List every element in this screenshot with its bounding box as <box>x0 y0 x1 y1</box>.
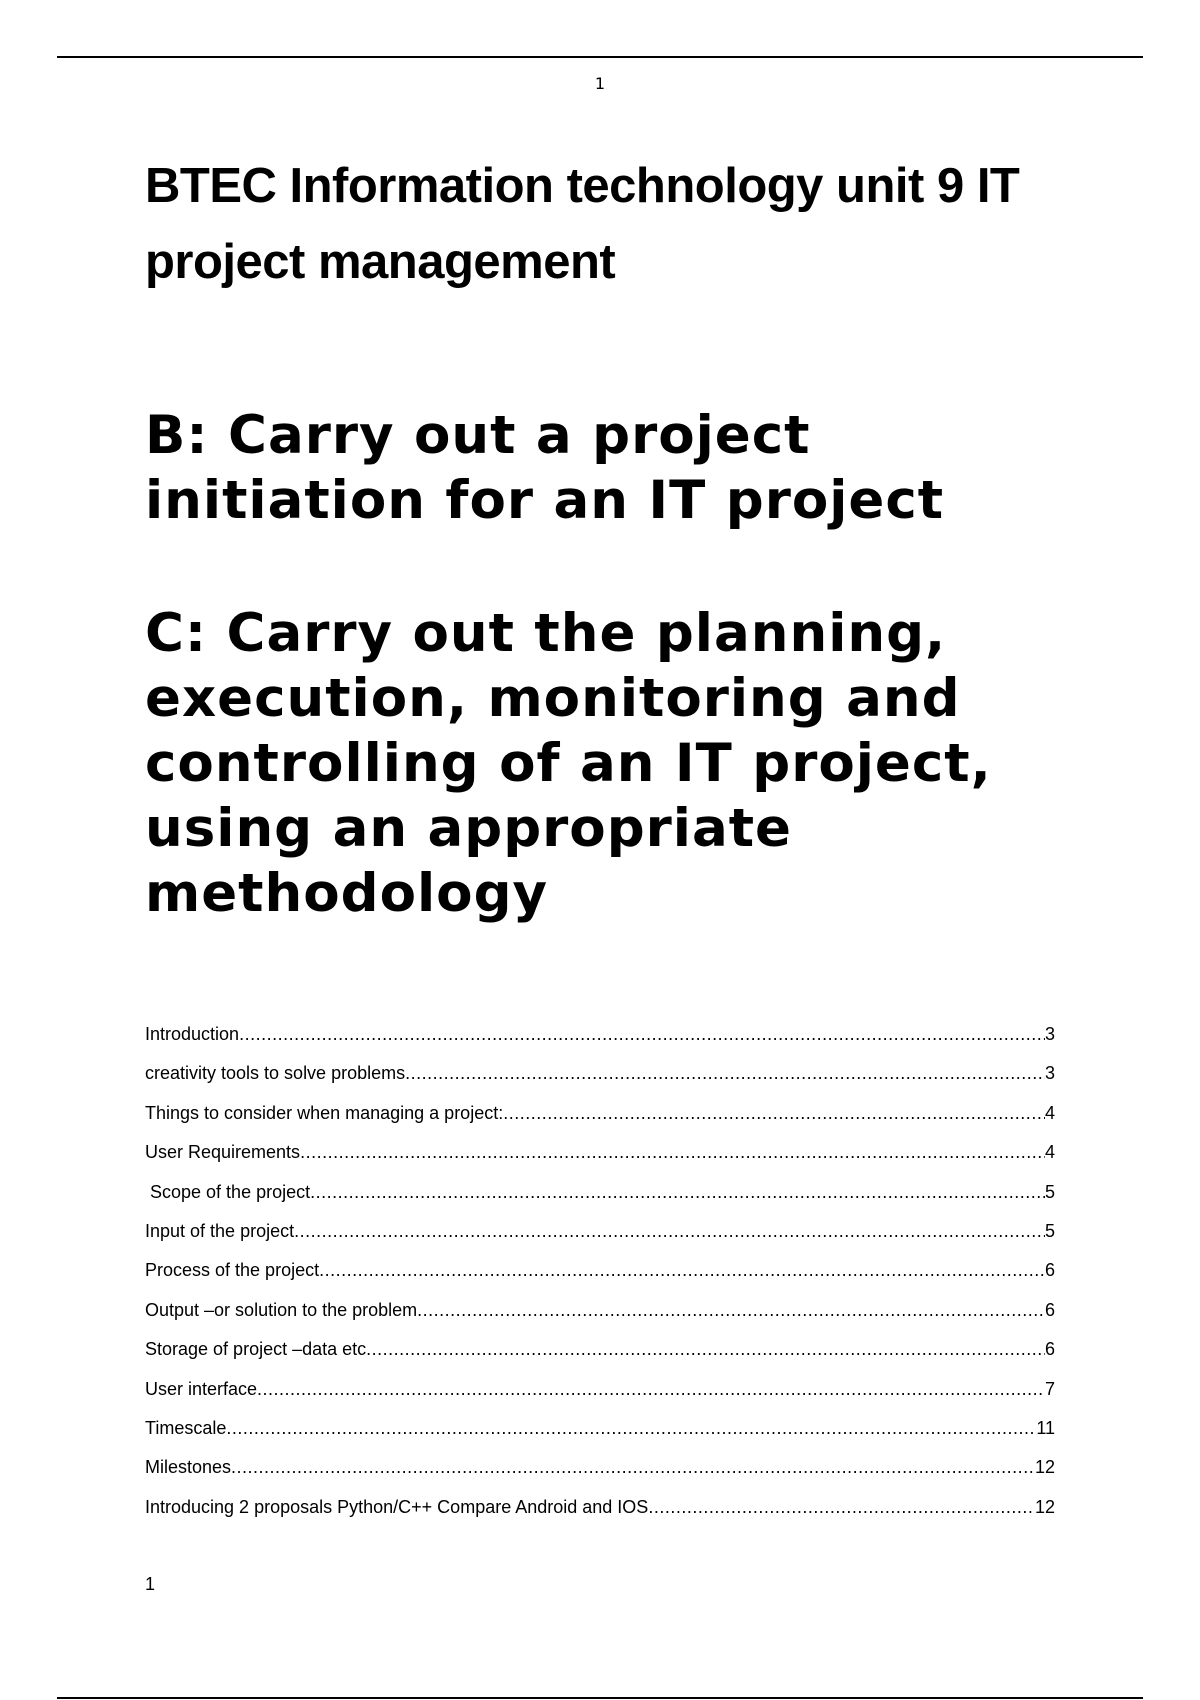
toc-dot-leader <box>417 1295 1045 1325</box>
toc-dot-leader <box>257 1374 1045 1404</box>
toc-dot-leader <box>239 1019 1045 1049</box>
toc-dot-leader <box>310 1177 1045 1207</box>
table-of-contents <box>145 1019 1055 1531</box>
toc-entry-label: Input of the project <box>145 1220 295 1241</box>
toc-entry-label: Scope of the project <box>145 1181 311 1202</box>
toc-entry-page: 7 <box>1044 1378 1055 1399</box>
toc-entry-page: 4 <box>1044 1102 1055 1123</box>
toc-entry-label: Introducing 2 proposals Python/C++ Compare Android and IOS <box>145 1496 649 1517</box>
toc-entry-page: 11 <box>1036 1417 1055 1438</box>
toc-entry-page: 12 <box>1034 1496 1055 1517</box>
toc-dot-leader <box>503 1098 1045 1128</box>
toc-entry-label: User interface <box>145 1378 258 1399</box>
toc-entry[interactable] <box>145 1255 1055 1294</box>
toc-entry[interactable] <box>145 1098 1055 1137</box>
toc-entry-label: Things to consider when managing a project: <box>145 1102 504 1123</box>
toc-entry[interactable] <box>145 1452 1055 1491</box>
section-c-heading: C: Carry out the planning, execution, monitoring and controlling of an IT project, using an appropriate methodology <box>145 603 992 924</box>
toc-entry[interactable] <box>145 1492 1055 1531</box>
toc-entry-label: Timescale <box>145 1417 227 1438</box>
header-rule <box>57 56 1143 58</box>
toc-dot-leader <box>300 1137 1045 1167</box>
toc-entry-label: Introduction <box>145 1024 240 1044</box>
toc-entry-page: 12 <box>1034 1457 1055 1478</box>
toc-entry-page: 6 <box>1044 1299 1055 1320</box>
toc-entry[interactable] <box>145 1019 1055 1058</box>
toc-dot-leader <box>366 1334 1045 1364</box>
toc-entry-label: Output –or solution to the problem <box>145 1299 418 1320</box>
toc-dot-leader <box>405 1058 1045 1088</box>
toc-entry-page: 3 <box>1044 1024 1055 1044</box>
document-title: BTEC Information technology unit 9 IT project management <box>145 159 1020 289</box>
toc-entry[interactable] <box>145 1216 1055 1255</box>
toc-dot-leader <box>231 1452 1035 1482</box>
toc-entry[interactable] <box>145 1374 1055 1413</box>
toc-entry-page: 6 <box>1044 1260 1055 1281</box>
toc-dot-leader <box>294 1216 1045 1246</box>
section-b-heading: B: Carry out a project initiation for an IT project <box>145 405 945 531</box>
footer-rule <box>57 1697 1143 1699</box>
toc-entry-page: 5 <box>1044 1181 1055 1202</box>
toc-entry-label: Process of the project <box>145 1260 320 1281</box>
toc-dot-leader <box>226 1413 1036 1443</box>
toc-entry-label: Storage of project –data etc <box>145 1339 367 1360</box>
header-page-number: 1 <box>594 74 606 93</box>
toc-entry-page: 4 <box>1044 1142 1055 1163</box>
toc-dot-leader <box>648 1492 1035 1522</box>
toc-entry[interactable] <box>145 1295 1055 1334</box>
toc-entry[interactable] <box>145 1334 1055 1373</box>
toc-entry-label: Milestones <box>145 1457 232 1478</box>
toc-entry[interactable] <box>145 1177 1055 1216</box>
toc-entry[interactable] <box>145 1058 1055 1097</box>
toc-entry-page: 3 <box>1044 1063 1055 1084</box>
toc-dot-leader <box>319 1255 1045 1285</box>
toc-entry-label: creativity tools to solve problems <box>145 1063 406 1084</box>
toc-entry[interactable] <box>145 1137 1055 1176</box>
footer-page-number: 1 <box>145 1574 156 1594</box>
toc-entry-label: User Requirements <box>145 1142 301 1163</box>
toc-entry-page: 5 <box>1044 1220 1055 1241</box>
toc-entry[interactable] <box>145 1413 1055 1452</box>
toc-entry-page: 6 <box>1044 1339 1055 1360</box>
